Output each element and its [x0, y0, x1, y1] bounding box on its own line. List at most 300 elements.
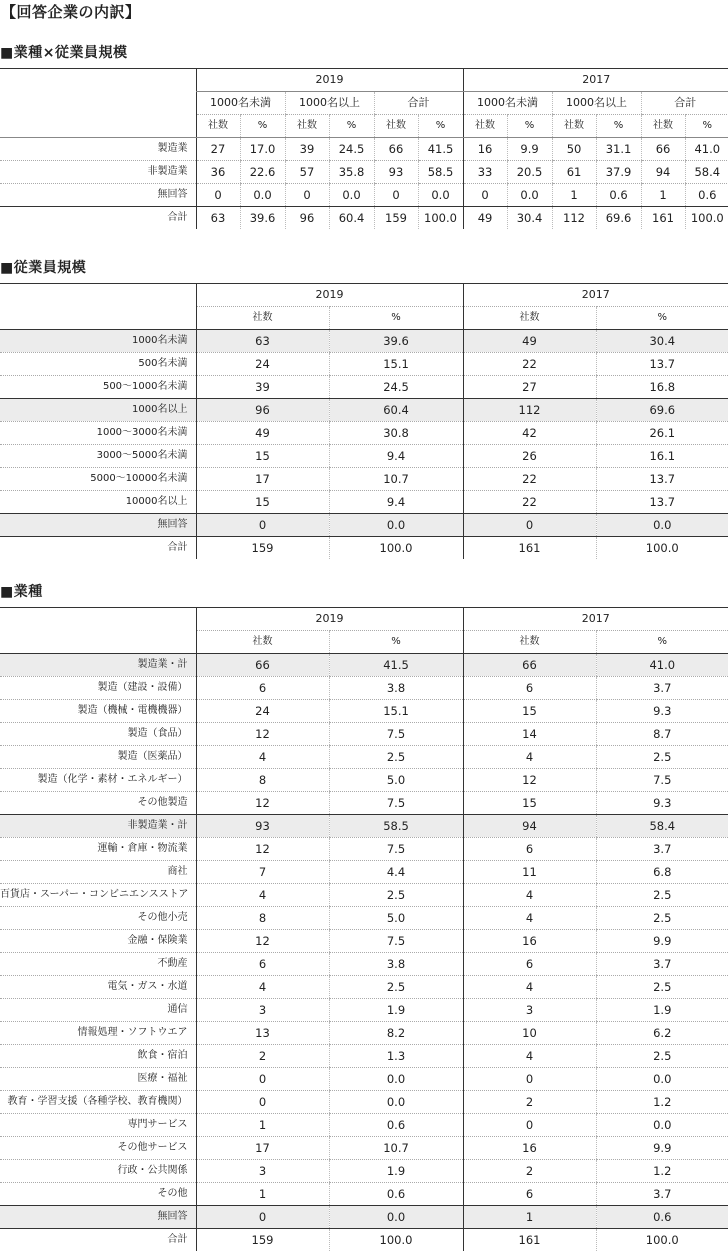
cell-companies: 6: [463, 1183, 596, 1206]
cell-percent: 100.0: [418, 207, 463, 230]
cell-companies: 15: [463, 700, 596, 723]
cell-companies: 0: [196, 1068, 329, 1091]
cell-percent: 30.4: [596, 330, 728, 353]
row-label: 10000名以上: [0, 491, 196, 514]
cell-percent: 17.0: [240, 138, 285, 161]
cell-companies: 0: [463, 1114, 596, 1137]
row-label: 金融・保険業: [0, 930, 196, 953]
industry-table: [0, 607, 728, 1251]
cell-percent: 0.6: [596, 1206, 728, 1229]
cell-percent: 9.9: [507, 138, 552, 161]
cell-percent: 13.7: [596, 468, 728, 491]
cell-companies: 6: [196, 677, 329, 700]
cell-companies: 26: [463, 445, 596, 468]
year-header-row: [0, 69, 728, 92]
cell-companies: 4: [196, 884, 329, 907]
cell-percent: 39.6: [240, 207, 285, 230]
cell-companies: 16: [463, 930, 596, 953]
row-label: 製造（化学・素材・エネルギー）: [0, 769, 196, 792]
section-title-employee-size: ■従業員規模: [0, 257, 86, 277]
cell-percent: 39.6: [329, 330, 463, 353]
cell-companies: 7: [196, 861, 329, 884]
year-2019: 2019: [196, 69, 463, 92]
cell-companies: 6: [463, 838, 596, 861]
cell-percent: 5.0: [329, 769, 463, 792]
cell-percent: 0.6: [685, 184, 728, 207]
table-row: [0, 1229, 728, 1251]
cell-percent: 0.0: [329, 1068, 463, 1091]
cell-companies: 161: [463, 1229, 596, 1251]
cell-percent: 13.7: [596, 491, 728, 514]
table-row: [0, 376, 728, 399]
cell-percent: 2.5: [596, 976, 728, 999]
row-label: 1000名未満: [0, 330, 196, 353]
table-row: [0, 1045, 728, 1068]
cell-companies: 4: [196, 976, 329, 999]
cell-percent: 41.5: [329, 654, 463, 677]
row-label: 不動産: [0, 953, 196, 976]
table-row: [0, 1183, 728, 1206]
cell-companies: 159: [196, 1229, 329, 1251]
cell-companies: 66: [374, 138, 418, 161]
cell-companies: 12: [463, 769, 596, 792]
row-label: 百貨店・スーパー・コンビニエンスストア: [0, 884, 196, 907]
cell-companies: 2: [196, 1045, 329, 1068]
cell-percent: 2.5: [596, 884, 728, 907]
row-label: 500～1000名未満: [0, 376, 196, 399]
row-label: 製造業: [0, 138, 196, 161]
cell-percent: 7.5: [596, 769, 728, 792]
row-label: 無回答: [0, 184, 196, 207]
cell-companies: 0: [463, 184, 507, 207]
cell-companies: 0: [196, 1206, 329, 1229]
row-label: 製造（食品）: [0, 723, 196, 746]
cell-percent: 2.5: [329, 884, 463, 907]
cell-companies: 12: [196, 723, 329, 746]
cell-companies: 1: [196, 1183, 329, 1206]
cell-percent: 100.0: [329, 1229, 463, 1251]
table-row: [0, 1160, 728, 1183]
row-label: 飲食・宿泊: [0, 1045, 196, 1068]
cell-companies: 0: [196, 1091, 329, 1114]
table-row: [0, 422, 728, 445]
cell-percent: 9.3: [596, 792, 728, 815]
cell-percent: 24.5: [329, 376, 463, 399]
cell-percent: 20.5: [507, 161, 552, 184]
cell-percent: 58.5: [329, 815, 463, 838]
cell-companies: 0: [196, 514, 329, 537]
cell-companies: 11: [463, 861, 596, 884]
row-label: 500名未満: [0, 353, 196, 376]
cell-companies: 49: [463, 330, 596, 353]
cell-percent: 24.5: [329, 138, 374, 161]
row-label: 合計: [0, 1229, 196, 1251]
cell-companies: 3: [196, 1160, 329, 1183]
cell-percent: 2.5: [329, 746, 463, 769]
cell-percent: 69.6: [596, 207, 641, 230]
col-percent: %: [596, 307, 728, 330]
col-percent: %: [507, 115, 552, 138]
corner-cell: [0, 608, 196, 631]
row-label: 医療・福祉: [0, 1068, 196, 1091]
cell-percent: 2.5: [596, 746, 728, 769]
cell-companies: 66: [641, 138, 685, 161]
cell-percent: 0.0: [418, 184, 463, 207]
cell-companies: 33: [463, 161, 507, 184]
table-row: [0, 138, 728, 161]
cell-percent: 3.7: [596, 953, 728, 976]
table-row: [0, 700, 728, 723]
cell-percent: 60.4: [329, 399, 463, 422]
cell-companies: 6: [463, 677, 596, 700]
row-label: 電気・ガス・水道: [0, 976, 196, 999]
cell-companies: 22: [463, 468, 596, 491]
group-total-2019: 合計: [374, 92, 463, 115]
cell-companies: 42: [463, 422, 596, 445]
row-label: その他製造: [0, 792, 196, 815]
row-label: その他サービス: [0, 1137, 196, 1160]
group-total-2017: 合計: [641, 92, 728, 115]
cell-companies: 0: [285, 184, 329, 207]
table-row: [0, 1068, 728, 1091]
cell-companies: 6: [463, 953, 596, 976]
row-label: 5000～10000名未満: [0, 468, 196, 491]
cell-percent: 9.3: [596, 700, 728, 723]
table-row: [0, 1137, 728, 1160]
cell-percent: 5.0: [329, 907, 463, 930]
cell-percent: 58.4: [596, 815, 728, 838]
year-2017: 2017: [463, 69, 728, 92]
cell-companies: 0: [196, 184, 240, 207]
cell-companies: 1: [641, 184, 685, 207]
year-2019: 2019: [196, 608, 463, 631]
row-label: 情報処理・ソフトウエア: [0, 1022, 196, 1045]
cell-percent: 9.9: [596, 930, 728, 953]
corner-cell: [0, 307, 196, 330]
row-label: 非製造業: [0, 161, 196, 184]
cell-companies: 112: [463, 399, 596, 422]
cell-companies: 2: [463, 1160, 596, 1183]
cell-companies: 96: [285, 207, 329, 230]
cell-percent: 41.0: [685, 138, 728, 161]
cell-companies: 24: [196, 353, 329, 376]
row-label: 専門サービス: [0, 1114, 196, 1137]
cell-percent: 0.6: [329, 1114, 463, 1137]
cell-percent: 9.9: [596, 1137, 728, 1160]
cell-percent: 0.0: [329, 184, 374, 207]
cell-companies: 93: [374, 161, 418, 184]
col-percent: %: [685, 115, 728, 138]
cell-companies: 17: [196, 1137, 329, 1160]
cell-percent: 1.9: [329, 999, 463, 1022]
industry-by-size-table: [0, 68, 728, 229]
cell-percent: 1.9: [329, 1160, 463, 1183]
corner-cell: [0, 69, 196, 92]
corner-cell: [0, 92, 196, 115]
year-header-row: [0, 284, 728, 307]
cell-companies: 12: [196, 930, 329, 953]
group-header-row: [0, 92, 728, 115]
table-row: [0, 330, 728, 353]
table-row: [0, 838, 728, 861]
row-label: 1000～3000名未満: [0, 422, 196, 445]
cell-companies: 61: [552, 161, 596, 184]
cell-percent: 3.7: [596, 1183, 728, 1206]
section-title-industry-by-size: ■業種×従業員規模: [0, 42, 127, 62]
section-title-industry: ■業種: [0, 581, 43, 601]
cell-companies: 10: [463, 1022, 596, 1045]
col-percent: %: [329, 631, 463, 654]
cell-percent: 0.0: [596, 1068, 728, 1091]
year-header-row: [0, 608, 728, 631]
group-over-1000-2017: 1000名以上: [552, 92, 641, 115]
row-label: 製造業・計: [0, 654, 196, 677]
cell-companies: 94: [641, 161, 685, 184]
row-label: 教育・学習支援（各種学校、教育機関）: [0, 1091, 196, 1114]
cell-percent: 31.1: [596, 138, 641, 161]
table-row: [0, 184, 728, 207]
col-companies: 社数: [196, 307, 329, 330]
cell-companies: 161: [463, 537, 596, 560]
page-title: 【回答企業の内訳】: [1, 1, 141, 22]
cell-companies: 57: [285, 161, 329, 184]
row-label: 行政・公共関係: [0, 1160, 196, 1183]
cell-percent: 0.0: [596, 514, 728, 537]
cell-percent: 3.7: [596, 838, 728, 861]
col-companies: 社数: [552, 115, 596, 138]
cell-companies: 94: [463, 815, 596, 838]
table-row: [0, 1206, 728, 1229]
cell-percent: 26.1: [596, 422, 728, 445]
year-2017: 2017: [463, 608, 728, 631]
col-companies: 社数: [196, 631, 329, 654]
group-over-1000-2019: 1000名以上: [285, 92, 374, 115]
cell-percent: 16.1: [596, 445, 728, 468]
cell-percent: 16.8: [596, 376, 728, 399]
cell-percent: 0.6: [329, 1183, 463, 1206]
cell-companies: 8: [196, 907, 329, 930]
row-label: 1000名以上: [0, 399, 196, 422]
cell-companies: 66: [463, 654, 596, 677]
cell-percent: 100.0: [685, 207, 728, 230]
group-under-1000-2019: 1000名未満: [196, 92, 285, 115]
sub-header-row: [0, 307, 728, 330]
row-label: 商社: [0, 861, 196, 884]
cell-companies: 12: [196, 792, 329, 815]
table-row: [0, 953, 728, 976]
cell-companies: 14: [463, 723, 596, 746]
sub-header-row: [0, 115, 728, 138]
table-row: [0, 999, 728, 1022]
cell-companies: 63: [196, 207, 240, 230]
col-percent: %: [418, 115, 463, 138]
cell-percent: 1.2: [596, 1091, 728, 1114]
cell-companies: 6: [196, 953, 329, 976]
cell-companies: 39: [196, 376, 329, 399]
table-row: [0, 491, 728, 514]
cell-percent: 58.4: [685, 161, 728, 184]
table-row: [0, 861, 728, 884]
cell-percent: 0.0: [329, 1091, 463, 1114]
cell-companies: 8: [196, 769, 329, 792]
row-label: 製造（機械・電機機器）: [0, 700, 196, 723]
col-percent: %: [596, 115, 641, 138]
cell-percent: 60.4: [329, 207, 374, 230]
corner-cell: [0, 631, 196, 654]
table-row: [0, 976, 728, 999]
cell-companies: 4: [463, 1045, 596, 1068]
table-row: [0, 654, 728, 677]
row-label: 合計: [0, 207, 196, 230]
col-percent: %: [596, 631, 728, 654]
year-2017: 2017: [463, 284, 728, 307]
cell-companies: 22: [463, 491, 596, 514]
group-under-1000-2017: 1000名未満: [463, 92, 552, 115]
cell-percent: 100.0: [329, 537, 463, 560]
table-row: [0, 1114, 728, 1137]
cell-companies: 1: [552, 184, 596, 207]
cell-companies: 49: [196, 422, 329, 445]
cell-companies: 16: [463, 138, 507, 161]
cell-companies: 2: [463, 1091, 596, 1114]
cell-percent: 58.5: [418, 161, 463, 184]
table-row: [0, 399, 728, 422]
table-row: [0, 207, 728, 230]
cell-percent: 2.5: [329, 976, 463, 999]
cell-percent: 7.5: [329, 723, 463, 746]
cell-companies: 15: [196, 445, 329, 468]
cell-companies: 159: [374, 207, 418, 230]
cell-percent: 15.1: [329, 700, 463, 723]
cell-companies: 3: [463, 999, 596, 1022]
cell-percent: 10.7: [329, 468, 463, 491]
cell-percent: 2.5: [596, 907, 728, 930]
cell-companies: 93: [196, 815, 329, 838]
table-row: [0, 746, 728, 769]
table-row: [0, 514, 728, 537]
cell-percent: 0.6: [596, 184, 641, 207]
table-row: [0, 445, 728, 468]
cell-percent: 8.2: [329, 1022, 463, 1045]
table-row: [0, 353, 728, 376]
cell-companies: 4: [463, 746, 596, 769]
row-label: その他: [0, 1183, 196, 1206]
cell-companies: 4: [463, 976, 596, 999]
row-label: その他小売: [0, 907, 196, 930]
cell-percent: 0.0: [329, 514, 463, 537]
cell-percent: 6.8: [596, 861, 728, 884]
cell-companies: 3: [196, 999, 329, 1022]
row-label: 製造（建設・設備）: [0, 677, 196, 700]
cell-percent: 9.4: [329, 491, 463, 514]
cell-percent: 7.5: [329, 838, 463, 861]
row-label: 無回答: [0, 514, 196, 537]
cell-companies: 13: [196, 1022, 329, 1045]
col-companies: 社数: [196, 115, 240, 138]
cell-companies: 39: [285, 138, 329, 161]
table-row: [0, 537, 728, 560]
cell-companies: 96: [196, 399, 329, 422]
cell-percent: 2.5: [596, 1045, 728, 1068]
cell-percent: 69.6: [596, 399, 728, 422]
row-label: 合計: [0, 537, 196, 560]
cell-percent: 37.9: [596, 161, 641, 184]
row-label: 運輸・倉庫・物流業: [0, 838, 196, 861]
cell-percent: 0.0: [329, 1206, 463, 1229]
col-companies: 社数: [374, 115, 418, 138]
cell-companies: 27: [463, 376, 596, 399]
cell-companies: 15: [463, 792, 596, 815]
cell-companies: 36: [196, 161, 240, 184]
cell-percent: 41.5: [418, 138, 463, 161]
col-companies: 社数: [641, 115, 685, 138]
cell-companies: 1: [196, 1114, 329, 1137]
cell-companies: 159: [196, 537, 329, 560]
cell-percent: 7.5: [329, 930, 463, 953]
cell-percent: 100.0: [596, 537, 728, 560]
table-row: [0, 468, 728, 491]
cell-percent: 1.9: [596, 999, 728, 1022]
cell-companies: 16: [463, 1137, 596, 1160]
table-row: [0, 1091, 728, 1114]
cell-companies: 50: [552, 138, 596, 161]
cell-percent: 22.6: [240, 161, 285, 184]
cell-percent: 30.4: [507, 207, 552, 230]
cell-companies: 15: [196, 491, 329, 514]
cell-companies: 4: [463, 884, 596, 907]
cell-companies: 27: [196, 138, 240, 161]
cell-companies: 0: [374, 184, 418, 207]
col-percent: %: [329, 307, 463, 330]
cell-companies: 49: [463, 207, 507, 230]
table-row: [0, 907, 728, 930]
cell-percent: 1.2: [596, 1160, 728, 1183]
table-row: [0, 930, 728, 953]
cell-percent: 7.5: [329, 792, 463, 815]
cell-companies: 112: [552, 207, 596, 230]
col-percent: %: [240, 115, 285, 138]
table-row: [0, 769, 728, 792]
cell-percent: 8.7: [596, 723, 728, 746]
cell-companies: 1: [463, 1206, 596, 1229]
table-row: [0, 1022, 728, 1045]
cell-percent: 30.8: [329, 422, 463, 445]
cell-percent: 3.8: [329, 953, 463, 976]
cell-percent: 4.4: [329, 861, 463, 884]
cell-percent: 0.0: [240, 184, 285, 207]
cell-companies: 0: [463, 514, 596, 537]
cell-companies: 0: [463, 1068, 596, 1091]
cell-percent: 15.1: [329, 353, 463, 376]
year-2019: 2019: [196, 284, 463, 307]
col-percent: %: [329, 115, 374, 138]
table-row: [0, 161, 728, 184]
cell-percent: 13.7: [596, 353, 728, 376]
col-companies: 社数: [463, 307, 596, 330]
cell-percent: 3.8: [329, 677, 463, 700]
cell-percent: 41.0: [596, 654, 728, 677]
cell-companies: 161: [641, 207, 685, 230]
table-row: [0, 792, 728, 815]
col-companies: 社数: [463, 631, 596, 654]
table-row: [0, 884, 728, 907]
corner-cell: [0, 115, 196, 138]
cell-percent: 100.0: [596, 1229, 728, 1251]
cell-companies: 12: [196, 838, 329, 861]
cell-companies: 66: [196, 654, 329, 677]
cell-companies: 4: [463, 907, 596, 930]
cell-companies: 22: [463, 353, 596, 376]
